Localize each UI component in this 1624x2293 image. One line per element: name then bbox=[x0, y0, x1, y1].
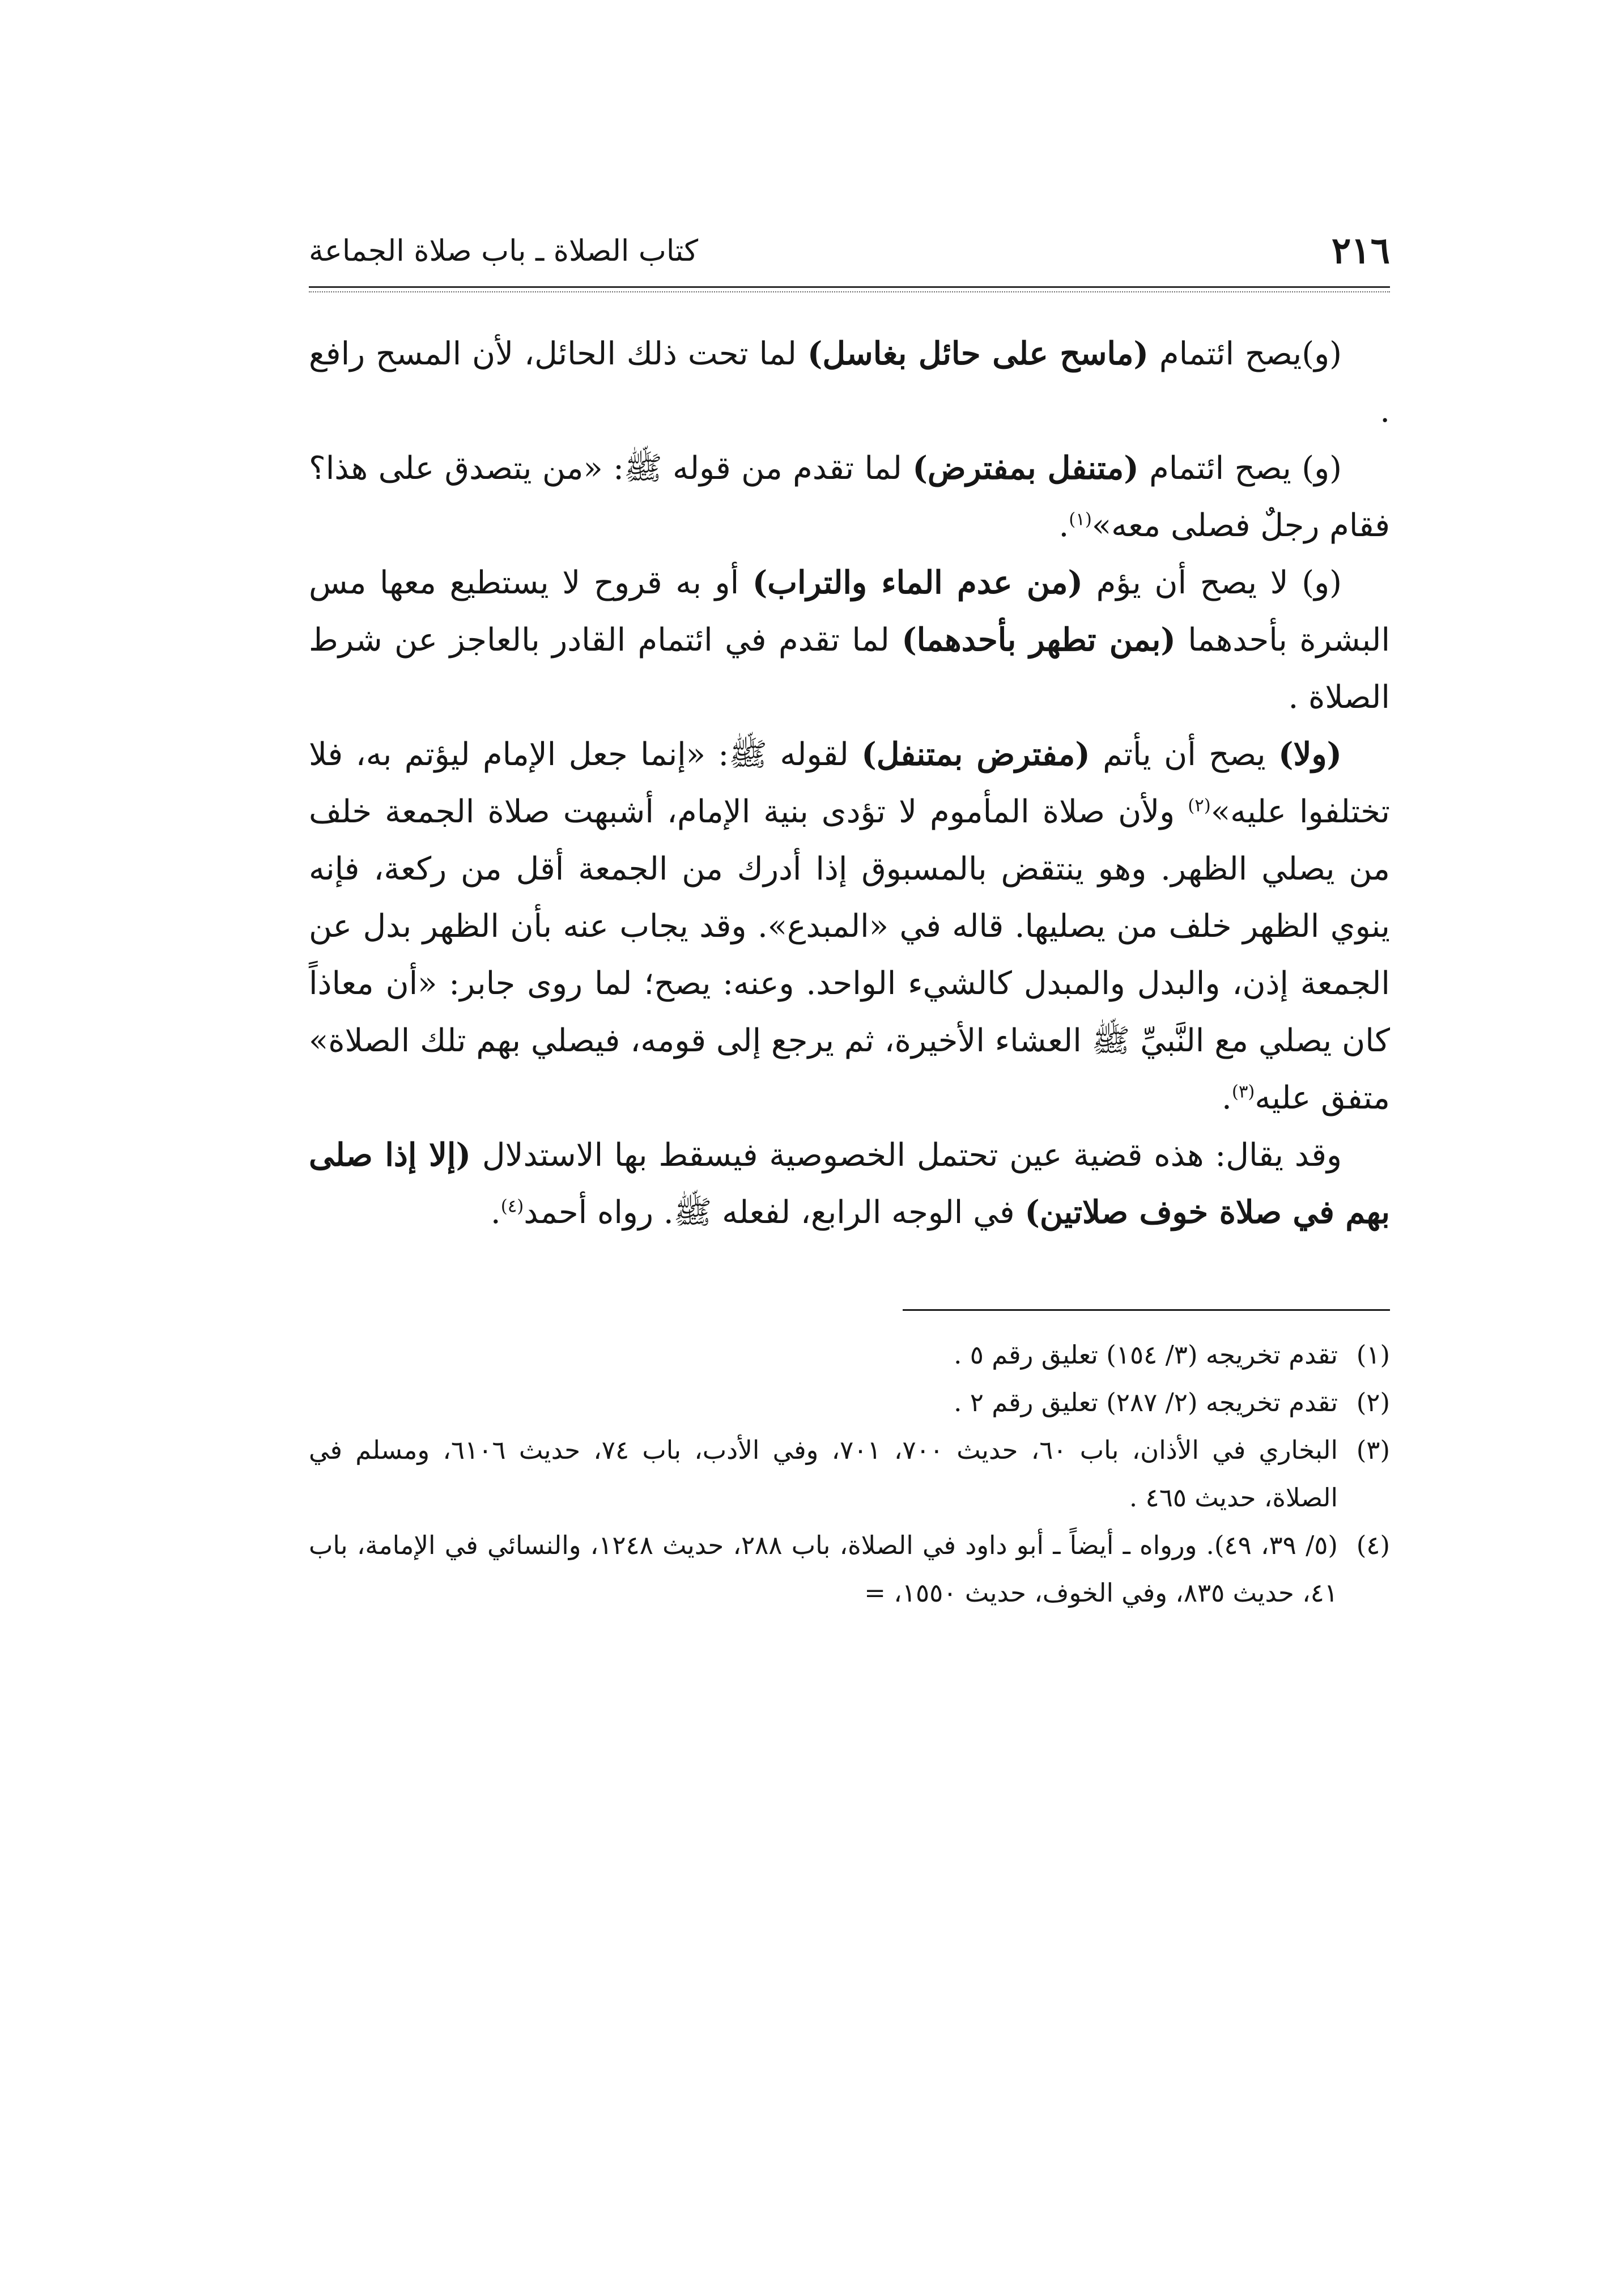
footnote-number: (٢) bbox=[1356, 1387, 1390, 1417]
footnote-number: (١) bbox=[1356, 1340, 1390, 1370]
text-span: وقد يقال: هذه قضية عين تحتمل الخصوصية فيسقط بها الاستدلال bbox=[470, 1137, 1342, 1174]
page-header bbox=[309, 224, 1390, 278]
footnotes bbox=[309, 1331, 1390, 1617]
footnote-text: البخاري في الأذان، باب ٦٠، حديث ٧٠٠، ٧٠١، وفي الأدب، باب ٧٤، حديث ٦١٠٦، ومسلم في الصلاة، حديث ٤٦٥ . bbox=[309, 1435, 1338, 1513]
footnote-4 bbox=[309, 1522, 1390, 1617]
footnote-2 bbox=[309, 1379, 1390, 1426]
text-span: . bbox=[1058, 507, 1069, 544]
footnote-rule bbox=[903, 1309, 1390, 1311]
footnote-3 bbox=[309, 1426, 1390, 1522]
paragraph-5 bbox=[309, 1127, 1390, 1241]
header-rule bbox=[309, 286, 1390, 292]
footnote-ref-1[interactable]: (١) bbox=[1069, 509, 1092, 530]
main-text bbox=[309, 325, 1390, 1241]
page-number: ٢١٦ bbox=[1331, 230, 1390, 272]
text-span: (و)يصح ائتمام bbox=[1149, 336, 1342, 372]
footnote-number: (٣) bbox=[1356, 1435, 1390, 1465]
book-page bbox=[309, 224, 1390, 2207]
paragraph-2 bbox=[309, 440, 1390, 554]
text-span: (و) يصح ائتمام bbox=[1138, 450, 1342, 487]
footnote-text: (٥/ ٣٩، ٤٩). ورواه ـ أيضاً ـ أبو داود في الصلاة، باب ٢٨٨، حديث ١٢٤٨، والنسائي في الإمامة، باب ٤١، حديث ٨٣٥، وفي الخوف، حديث ١٥٥٠، = bbox=[309, 1530, 1338, 1608]
text-span: لقوله ﷺ: «إنما جعل الإمام ليؤتم به، فلا تختلفوا عليه» bbox=[309, 736, 1390, 830]
matn-bold: (مفترض بمتنفل) bbox=[861, 736, 1090, 773]
text-span: لما تقدم في ائتمام القادر بالعاجز عن شرط الصلاة . bbox=[309, 622, 1390, 716]
text-span: ولأن صلاة المأموم لا تؤدى بنية الإمام، أشبهت صلاة الجمعة خلف من يصلي الظهر. وهو ينتقض بالمسبوق إذا أدرك من الجمعة أقل من ركعة، فإنه ينوي الظهر خلف من يصليها. قاله في «المبدع». وقد يجاب عنه بأن الظهر بدل عن الجمعة إذن، والبدل والمبدل كالشيء الواحد. وعنه: يصح؛ لما روى جابر: «أن معاذاً كان يصلي مع النَّبيِّ ﷺ العشاء الأخيرة، ثم يرجع إلى قومه، فيصلي بهم تلك الصلاة» متفق عليه bbox=[309, 793, 1390, 1116]
text-span: . bbox=[1222, 1080, 1232, 1116]
text-span: في الوجه الرابع، لفعله ﷺ. رواه أحمد bbox=[524, 1194, 1025, 1231]
paragraph-3 bbox=[309, 554, 1390, 726]
footnote-1 bbox=[309, 1331, 1390, 1379]
paragraph-1 bbox=[309, 325, 1390, 440]
matn-bold: (بمن تطهر بأحدهما) bbox=[902, 621, 1176, 659]
matn-bold: (متنفل بمفترض) bbox=[912, 449, 1139, 487]
matn-bold: (إلا إذا صلى بهم في صلاة خوف صلاتين) bbox=[309, 1136, 1390, 1231]
text-span: يصح أن يأتم bbox=[1090, 736, 1279, 773]
text-span: (و) لا يصح أن يؤم bbox=[1082, 564, 1342, 601]
footnote-ref-3[interactable]: (٣) bbox=[1231, 1081, 1255, 1102]
text-span: . bbox=[490, 1194, 501, 1231]
footnote-text: تقدم تخريجه (٣/ ١٥٤) تعليق رقم ٥ . bbox=[954, 1340, 1338, 1370]
footnote-text: تقدم تخريجه (٢/ ٢٨٧) تعليق رقم ٢ . bbox=[954, 1387, 1338, 1417]
matn-bold: (من عدم الماء والتراب) bbox=[752, 564, 1083, 601]
text-span: أو به قروح لا يستطيع معها مس البشرة بأحدهما bbox=[309, 564, 1390, 659]
footnote-ref-2[interactable]: (٢) bbox=[1188, 795, 1211, 816]
footnote-ref-4[interactable]: (٤) bbox=[500, 1196, 524, 1217]
matn-bold: (ماسح على حائل بغاسل) bbox=[807, 335, 1149, 372]
running-title: كتاب الصلاة ـ باب صلاة الجماعة bbox=[309, 234, 699, 268]
text-span: لما تقدم من قوله ﷺ: «من يتصدق على هذا؟ فقام رجلٌ فصلى معه» bbox=[309, 450, 1390, 544]
matn-bold: (ولا) bbox=[1278, 736, 1342, 773]
text-span: لما تحت ذلك الحائل، لأن المسح رافع . bbox=[309, 336, 1390, 430]
paragraph-4 bbox=[309, 726, 1390, 1127]
footnote-number: (٤) bbox=[1356, 1530, 1390, 1560]
